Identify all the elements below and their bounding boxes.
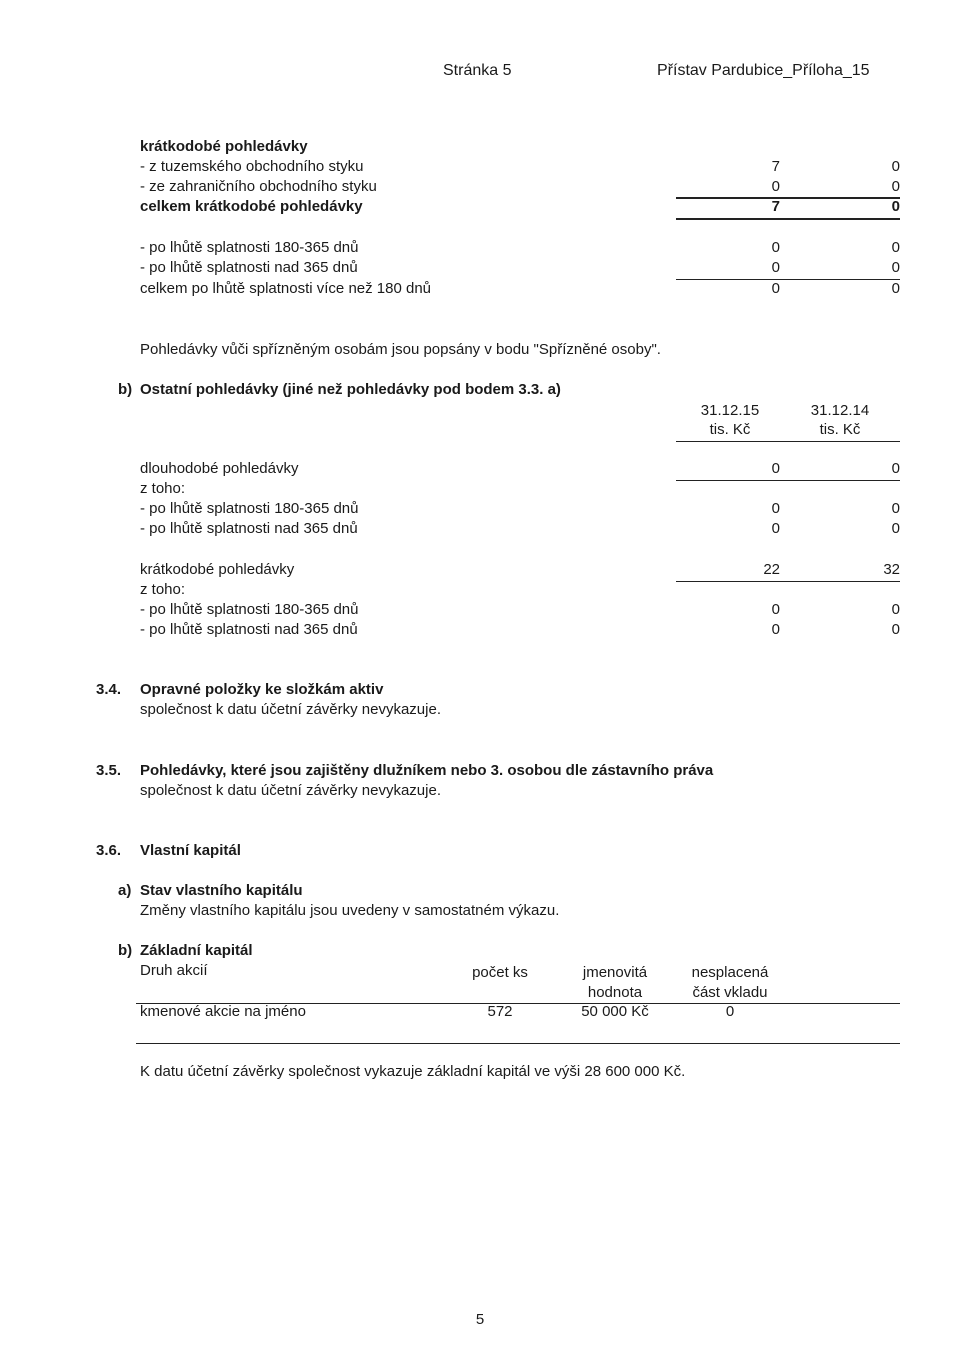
value-2014: 0 (891, 520, 900, 537)
value-2014: 0 (891, 500, 900, 517)
value-2015: 0 (771, 460, 780, 477)
value-2014: 0 (891, 158, 900, 175)
row-label: - z tuzemského obchodního styku (140, 158, 364, 175)
row-label: - po lhůtě splatnosti nad 365 dnů (140, 259, 358, 276)
col-header-count: počet ks (472, 964, 528, 981)
value-2014: 32 (883, 561, 900, 578)
value-2014: 0 (891, 601, 900, 618)
total-2015: 7 (771, 198, 780, 215)
share-count: 572 (487, 1003, 513, 1020)
row-label: - po lhůtě splatnosti 180-365 dnů (140, 239, 359, 256)
total-2015: 0 (771, 280, 780, 297)
subsection-marker: b) (118, 942, 133, 959)
row-rule (676, 480, 900, 481)
value-2015: 7 (771, 158, 780, 175)
section-title: Opravné položky ke složkám aktiv (140, 681, 384, 698)
subsection-title: Stav vlastního kapitálu (140, 882, 303, 899)
row-label: - po lhůtě splatnosti nad 365 dnů (140, 621, 358, 638)
share-nominal: 50 000 Kč (581, 1003, 649, 1020)
short-term-title: krátkodobé pohledávky (140, 138, 308, 155)
value-2015: 0 (771, 520, 780, 537)
col-header-nominal-2: hodnota (587, 984, 643, 1001)
value-2014: 0 (891, 621, 900, 638)
value-2014: 0 (891, 259, 900, 276)
row-label: - ze zahraničního obchodního styku (140, 178, 377, 195)
value-2015: 0 (771, 178, 780, 195)
capital-summary: K datu účetní závěrky společnost vykazuje základní kapitál ve výši 28 600 000 Kč. (140, 1063, 686, 1080)
value-2014: 0 (891, 239, 900, 256)
header-rule (676, 441, 900, 442)
table-bottom-rule (136, 1043, 900, 1044)
document-title: Přístav Pardubice_Příloha_15 (657, 62, 870, 79)
subsection-title: Základní kapitál (140, 942, 253, 959)
subsection-marker: a) (118, 882, 132, 899)
section-text: společnost k datu účetní závěrky nevykazuje. (140, 782, 441, 799)
col-2015-date: 31.12.15 (700, 402, 760, 419)
section-b-title: Ostatní pohledávky (jiné než pohledávky pod bodem 3.3. a) (140, 381, 561, 398)
short-term-label: krátkodobé pohledávky (140, 561, 295, 578)
section-title: Vlastní kapitál (140, 842, 241, 859)
total-underline (676, 218, 900, 220)
value-2015: 0 (771, 239, 780, 256)
section-title: Pohledávky, které jsou zajištěny dlužníkem nebo 3. osobou dle zástavního práva (140, 762, 714, 779)
of-which-label: z toho: (140, 581, 186, 598)
row-label: - po lhůtě splatnosti 180-365 dnů (140, 601, 359, 618)
value-2015: 22 (763, 561, 780, 578)
value-2014: 0 (891, 178, 900, 195)
share-type: kmenové akcie na jméno (140, 1003, 306, 1020)
total-label: celkem po lhůtě splatnosti více než 180 dnů (140, 280, 432, 297)
page-number: 5 (475, 1311, 485, 1328)
col-header-unpaid-2: část vkladu (692, 984, 768, 1001)
col-header-type: Druh akcií (140, 962, 208, 979)
section-text: společnost k datu účetní závěrky nevykazuje. (140, 701, 441, 718)
section-b-marker: b) (118, 381, 133, 398)
page-label: Stránka 5 (443, 62, 512, 79)
section-number: 3.5. (96, 762, 122, 779)
value-2015: 0 (771, 621, 780, 638)
share-unpaid: 0 (725, 1003, 735, 1020)
value-2014: 0 (891, 460, 900, 477)
subsection-text: Změny vlastního kapitálu jsou uvedeny v samostatném výkazu. (140, 902, 560, 919)
row-label: - po lhůtě splatnosti 180-365 dnů (140, 500, 359, 517)
section-number: 3.6. (96, 842, 122, 859)
col-header-nominal: jmenovitá (582, 964, 648, 981)
total-label: celkem krátkodobé pohledávky (140, 198, 363, 215)
col-2015-unit: tis. Kč (709, 421, 751, 438)
value-2015: 0 (771, 500, 780, 517)
col-2014-unit: tis. Kč (819, 421, 861, 438)
of-which-label: z toho: (140, 480, 186, 497)
col-2014-date: 31.12.14 (810, 402, 870, 419)
row-rule (676, 581, 900, 582)
col-header-unpaid: nesplacená (691, 964, 769, 981)
row-label: - po lhůtě splatnosti nad 365 dnů (140, 520, 358, 537)
section-number: 3.4. (96, 681, 122, 698)
related-parties-note: Pohledávky vůči spřízněným osobám jsou popsány v bodu "Spřízněné osoby". (140, 341, 661, 358)
long-term-label: dlouhodobé pohledávky (140, 460, 299, 477)
value-2015: 0 (771, 259, 780, 276)
total-2014: 0 (891, 280, 900, 297)
value-2015: 0 (771, 601, 780, 618)
total-2014: 0 (891, 198, 900, 215)
